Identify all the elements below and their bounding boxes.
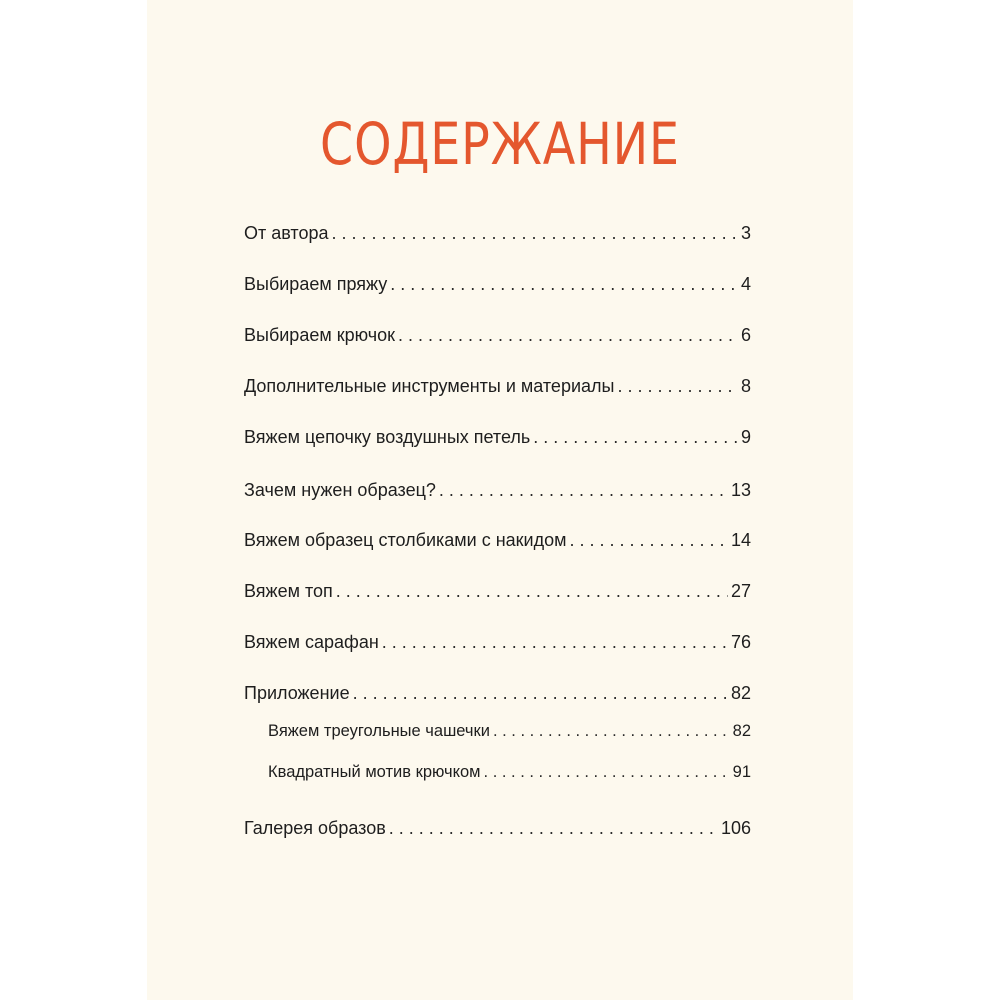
toc-entry[interactable] (244, 480, 751, 501)
toc-entry[interactable] (244, 274, 751, 295)
toc-entry-page: 91 (732, 763, 751, 781)
toc-entry[interactable] (244, 223, 751, 244)
toc-entry-page: 106 (720, 818, 751, 838)
toc-entry-page: 76 (730, 632, 751, 652)
toc-entry[interactable] (244, 376, 751, 397)
toc-entry-label: Вяжем топ (244, 581, 333, 601)
toc-entry[interactable] (244, 632, 751, 653)
toc-entry-label: Выбираем пряжу (244, 274, 388, 294)
toc-entry-page: 9 (740, 427, 751, 447)
toc-leader-dots (382, 632, 728, 653)
toc-leader-dots (439, 480, 728, 501)
toc-leader-dots (353, 683, 728, 704)
toc-entry-label: Вяжем цепочку воздушных петель (244, 427, 531, 447)
toc-entry-page: 4 (740, 274, 751, 294)
toc-entry-label: Квадратный мотив крючком (268, 763, 481, 781)
toc-leader-dots (332, 223, 738, 244)
toc-subentry[interactable] (268, 763, 751, 782)
toc-entry-page: 3 (740, 223, 751, 243)
toc-entry[interactable] (244, 818, 751, 839)
page-title: СОДЕРЖАНИЕ (320, 110, 680, 178)
toc-leader-dots (493, 722, 730, 741)
toc-entry-label: От автора (244, 223, 329, 243)
toc-entry-label: Дополнительные инструменты и материалы (244, 376, 615, 396)
toc-entry-page: 6 (740, 325, 751, 345)
toc-entry-label: Вяжем треугольные чашечки (268, 722, 490, 740)
toc-entry-page: 8 (740, 376, 751, 396)
toc-leader-dots (389, 818, 718, 839)
toc-entry-label: Зачем нужен образец? (244, 480, 436, 500)
toc-leader-dots (336, 581, 728, 602)
toc-entry-label: Приложение (244, 683, 350, 703)
toc-leader-dots (617, 376, 738, 397)
toc-leader-dots (533, 427, 738, 448)
toc-entry[interactable] (244, 530, 751, 551)
toc-entry-page: 14 (730, 530, 751, 550)
toc-entry-page: 82 (732, 722, 751, 740)
toc-entry-label: Вяжем сарафан (244, 632, 379, 652)
toc-entry-label: Вяжем образец столбиками с накидом (244, 530, 567, 550)
toc-entry-label: Выбираем крючок (244, 325, 395, 345)
book-page (147, 0, 853, 1000)
toc-leader-dots (484, 763, 730, 782)
toc-entry-page: 13 (730, 480, 751, 500)
toc-subentry[interactable] (268, 722, 751, 741)
toc-entry[interactable] (244, 427, 751, 448)
toc-entry[interactable] (244, 581, 751, 602)
toc-entry-page: 27 (730, 581, 751, 601)
toc-entry-label: Галерея образов (244, 818, 386, 838)
toc-entry-page: 82 (730, 683, 751, 703)
toc-leader-dots (390, 274, 738, 295)
toc-entry[interactable] (244, 683, 751, 704)
toc-leader-dots (398, 325, 738, 346)
toc-entry[interactable] (244, 325, 751, 346)
toc-leader-dots (570, 530, 728, 551)
